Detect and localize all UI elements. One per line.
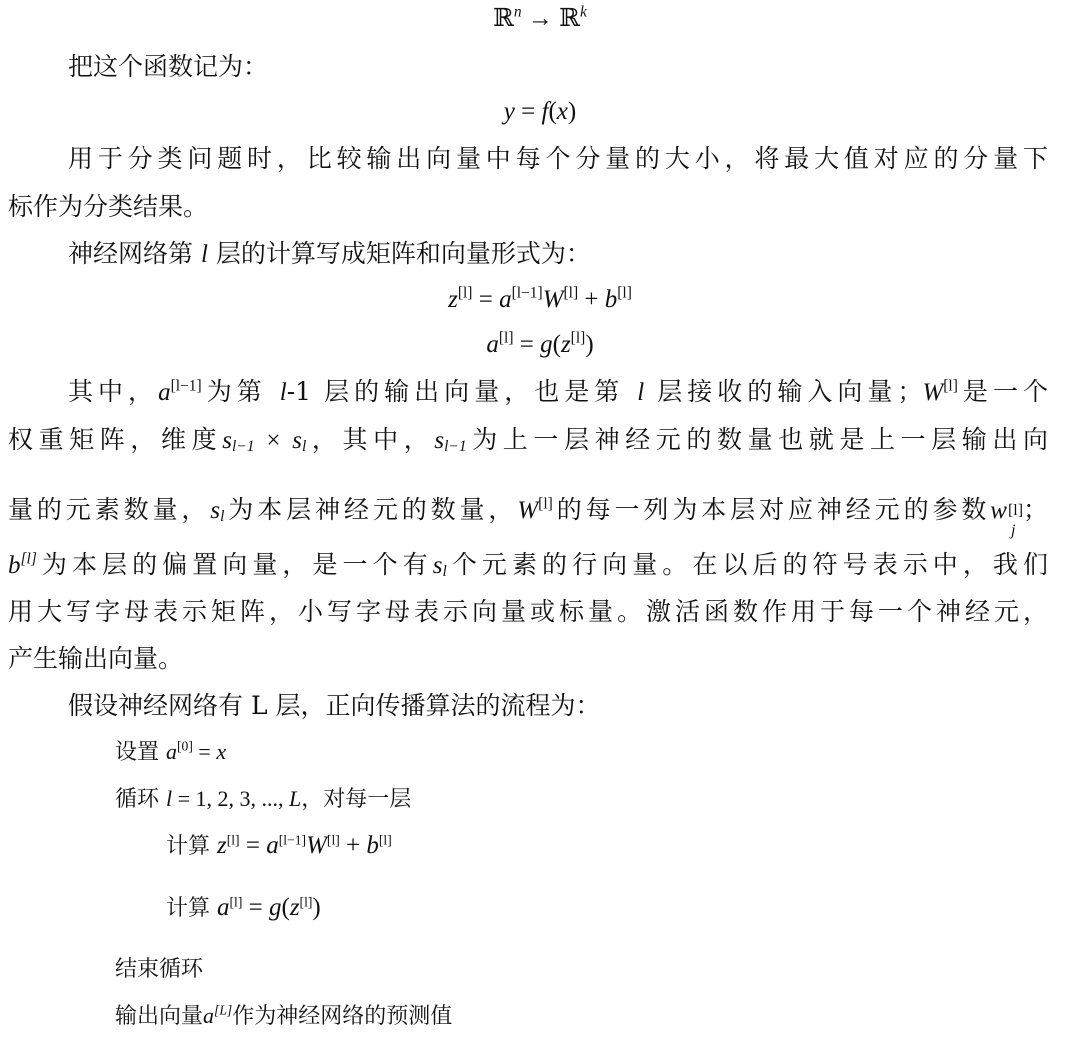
arrow-symbol: → — [521, 5, 560, 32]
var-W: W — [517, 497, 539, 524]
algo-set-line — [115, 738, 226, 767]
var-W: W — [542, 286, 564, 313]
text-fragment: 的每一列为本层对应神经元的参数 — [552, 495, 991, 524]
var-l: l — [279, 379, 287, 406]
text-fragment: 输出向量 — [115, 1004, 204, 1029]
paragraph-where-line-1 — [68, 377, 1048, 408]
superscript: [l] — [617, 284, 632, 302]
subscript: l — [220, 508, 225, 526]
equals-sign: = — [514, 98, 542, 125]
algo-output-line — [115, 1002, 452, 1031]
var-b: b — [604, 286, 618, 313]
var-l: l — [637, 379, 645, 406]
var-l: l — [200, 241, 208, 268]
equals-sign: = — [513, 331, 541, 358]
superscript: [l] — [326, 832, 340, 848]
paren-close: ) — [312, 894, 321, 921]
text-fragment: 层的计算写成矩阵和向量形式为： — [207, 239, 591, 268]
paragraph-forward: 假设神经网络有 L 层，正向传播算法的流程为： — [68, 691, 601, 720]
var-a: a — [158, 379, 171, 406]
superscript: [l−1] — [511, 284, 543, 302]
var-w: w — [990, 497, 1007, 524]
text-fragment: 循环 — [115, 787, 166, 812]
algo-loop-line — [115, 785, 411, 814]
domain-exponent: n — [513, 3, 522, 21]
algo-end-loop: 结束循环 — [115, 957, 204, 982]
equals-sign: = — [192, 739, 217, 764]
equals-sign: = — [239, 832, 267, 859]
text-fragment: 个元素的行向量。在以后的符号表示中，我们 — [446, 550, 1048, 579]
superscript: [l] — [378, 832, 392, 848]
algo-calc-a-line — [166, 894, 321, 923]
var-L: L — [289, 786, 302, 811]
var-x: x — [556, 98, 568, 125]
codomain-symbol: ℝ — [559, 5, 580, 32]
var-s: s — [432, 552, 443, 579]
paragraph-layer — [68, 239, 591, 270]
var-s: s — [210, 497, 221, 524]
superscript: [L] — [214, 1002, 233, 1018]
subscript: l−1 — [444, 438, 467, 456]
paragraph-where-line-5: 用大写字母表示矩阵，小写字母表示向量或标量。激活函数作用于每一个神经元， — [8, 597, 1048, 626]
text-fragment: 为第 — [201, 377, 280, 406]
var-s: s — [434, 427, 445, 454]
text-fragment: = 1, 2, 3, ..., — [172, 786, 290, 811]
text-fragment: 计算 — [166, 896, 217, 921]
superscript: [l] — [1007, 502, 1024, 519]
text-fragment: 是一个 — [957, 377, 1048, 406]
paren-close: ) — [567, 98, 577, 125]
var-a: a — [266, 832, 279, 859]
var-s: s — [222, 427, 232, 454]
var-a: a — [203, 1003, 215, 1028]
text-fragment: 层接收的输入向量； — [644, 377, 923, 406]
subscript: l — [442, 563, 447, 581]
equals-sign: = — [242, 894, 269, 921]
subscript: l−1 — [231, 438, 255, 456]
var-W: W — [922, 379, 944, 406]
var-a: a — [217, 894, 230, 921]
mapping-formula — [0, 4, 1080, 34]
superscript: [l−1] — [170, 377, 202, 395]
var-b: b — [366, 832, 379, 859]
text-fragment: 设置 — [115, 740, 166, 765]
equation-z — [0, 285, 1080, 315]
var-z: z — [289, 894, 300, 921]
superscript: [l] — [943, 377, 958, 395]
superscript: [l] — [457, 284, 473, 302]
text-fragment: 为上一层神经元的数量也就是上一层输出向 — [466, 425, 1048, 454]
paragraph-where-line-2 — [8, 425, 1048, 456]
paren-close: ) — [585, 331, 594, 358]
var-y: y — [503, 98, 515, 125]
codomain-exponent: k — [579, 3, 587, 21]
subscript: l — [302, 438, 307, 456]
paragraph-classify-line-2: 标作为分类结果。 — [8, 192, 209, 221]
var-l: l — [166, 786, 173, 811]
paren-open: ( — [552, 331, 561, 358]
text-fragment: ； — [1022, 495, 1048, 524]
text-fragment: 为本层的偏置向量，是一个有 — [36, 550, 433, 579]
plus-sign: + — [578, 286, 605, 313]
func-g: g — [268, 894, 282, 921]
paragraph-denote: 把这个函数记为： — [68, 52, 269, 81]
superscript: [l] — [538, 495, 553, 513]
superscript: [l] — [570, 329, 586, 347]
text-fragment: ，其中， — [306, 425, 435, 454]
var-W: W — [306, 832, 327, 859]
superscript: [l] — [299, 894, 313, 910]
text-fragment: 量的元素数量， — [8, 495, 211, 524]
var-z: z — [448, 286, 458, 313]
paragraph-classify-line-1: 用于分类问题时，比较输出向量中每个分量的大小，将最大值对应的分量下 — [68, 144, 1048, 173]
var-z: z — [217, 832, 227, 859]
paren-open: ( — [548, 98, 557, 125]
var-b: b — [8, 552, 21, 579]
text-fragment: 为本层神经元的数量， — [224, 495, 518, 524]
superscript: [l−1] — [278, 832, 307, 848]
text-fragment: -1 层的输出向量，也是第 — [286, 377, 638, 406]
paren-open: ( — [281, 894, 290, 921]
subscript: j — [1010, 522, 1016, 539]
superscript: [l] — [20, 550, 37, 568]
func-g: g — [540, 331, 553, 358]
paragraph-where-line-4 — [8, 550, 1048, 581]
var-s: s — [292, 427, 303, 454]
superscript: [l] — [563, 284, 579, 302]
domain-symbol: ℝ — [493, 5, 514, 32]
superscript: [l] — [226, 832, 240, 848]
superscript: [0] — [177, 738, 193, 754]
var-x: x — [216, 739, 227, 764]
func-f: f — [541, 98, 549, 125]
plus-sign: + — [339, 832, 367, 859]
text-fragment: ，对每一层 — [301, 787, 412, 812]
superscript: [l] — [498, 329, 514, 347]
equation-y — [0, 97, 1080, 127]
var-a: a — [166, 739, 177, 764]
text-fragment: 作为神经网络的预测值 — [232, 1004, 453, 1029]
paragraph-where-line-6: 产生输出向量。 — [8, 644, 184, 673]
text-fragment: 权重矩阵，维度 — [8, 425, 223, 454]
var-a: a — [486, 331, 499, 358]
text-fragment: 计算 — [166, 834, 217, 859]
text-fragment: 神经网络第 — [68, 239, 201, 268]
var-z: z — [560, 331, 571, 358]
superscript: [l] — [229, 894, 243, 910]
var-a: a — [499, 286, 512, 313]
algo-calc-z-line — [166, 832, 392, 861]
paragraph-where-line-3 — [8, 495, 1048, 539]
equation-a — [0, 330, 1080, 360]
text-fragment: 其中， — [68, 377, 159, 406]
equals-sign: = — [472, 286, 500, 313]
times-sign: × — [254, 427, 293, 454]
